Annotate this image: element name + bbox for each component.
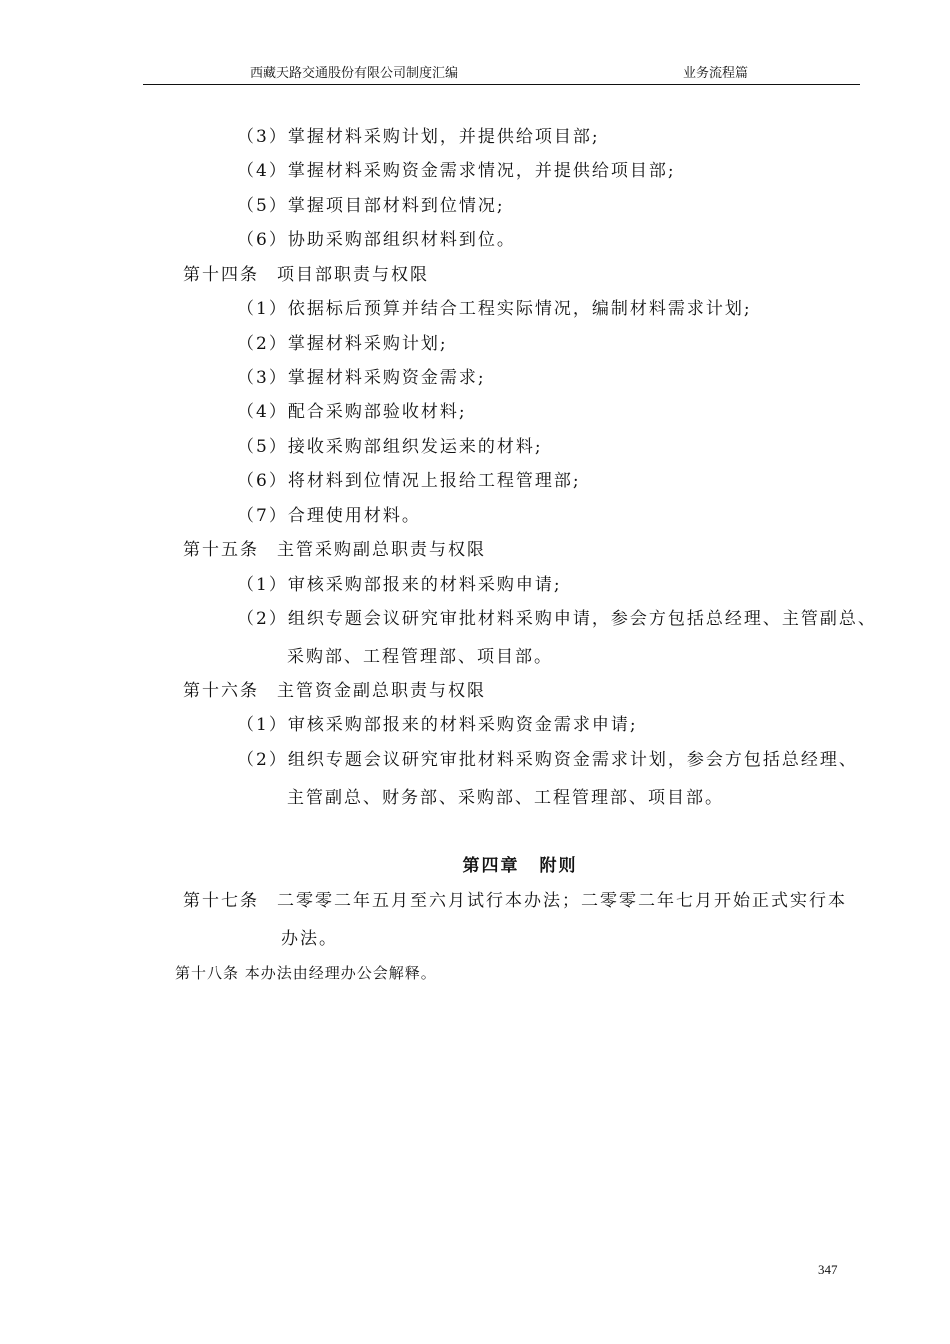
- list-item: （4）配合采购部验收材料;: [237, 402, 467, 422]
- list-item: （1）依据标后预算并结合工程实际情况，编制材料需求计划;: [237, 299, 752, 319]
- article-label: 第十四条: [183, 265, 259, 285]
- article-15-heading: [183, 539, 486, 561]
- article-17-continuation: 办法。: [281, 929, 338, 949]
- header-section-title: 业务流程篇: [683, 66, 749, 81]
- list-item-continuation: 主管副总、财务部、采购部、工程管理部、项目部。: [287, 788, 724, 808]
- article-label: 第十七条: [183, 891, 259, 911]
- page-header: [143, 64, 860, 85]
- article-17: [183, 890, 847, 912]
- list-item: （2）组织专题会议研究审批材料采购资金需求计划，参会方包括总经理、: [237, 750, 858, 770]
- header-company-title: 西藏天路交通股份有限公司制度汇编: [250, 66, 459, 81]
- list-item: （2）掌握材料采购计划;: [237, 334, 448, 354]
- article-title: 主管资金副总职责与权限: [277, 681, 486, 701]
- list-item: （2）组织专题会议研究审批材料采购申请，参会方包括总经理、主管副总、: [237, 609, 877, 629]
- chapter-title: 附则: [539, 856, 578, 876]
- list-item: （6）将材料到位情况上报给工程管理部;: [237, 471, 581, 491]
- list-item: （7）合理使用材料。: [237, 506, 421, 526]
- chapter-heading: [0, 855, 950, 877]
- list-item: （5）掌握项目部材料到位情况;: [237, 196, 505, 216]
- list-item: （4）掌握材料采购资金需求情况，并提供给项目部;: [237, 161, 676, 181]
- list-item: （1）审核采购部报来的材料采购资金需求申请;: [237, 715, 638, 735]
- list-item: （5）接收采购部组织发运来的材料;: [237, 437, 543, 457]
- article-title: 项目部职责与权限: [277, 265, 429, 285]
- article-14-heading: [183, 264, 429, 286]
- list-item: （6）协助采购部组织材料到位。: [237, 230, 516, 250]
- article-16-heading: [183, 680, 486, 702]
- list-item: （3）掌握材料采购计划，并提供给项目部;: [237, 127, 600, 147]
- article-18: 第十八条 本办法由经理办公会解释。: [175, 964, 437, 982]
- article-text: 二零零二年五月至六月试行本办法；二零零二年七月开始正式实行本: [277, 891, 847, 911]
- list-item-continuation: 采购部、工程管理部、项目部。: [287, 647, 553, 667]
- article-label: 第十六条: [183, 681, 259, 701]
- article-title: 主管采购副总职责与权限: [277, 540, 486, 560]
- chapter-number: 第四章: [462, 856, 520, 876]
- list-item: （1）审核采购部报来的材料采购申请;: [237, 575, 562, 595]
- article-label: 第十五条: [183, 540, 259, 560]
- page-number: 347: [818, 1262, 838, 1277]
- list-item: （3）掌握材料采购资金需求;: [237, 368, 486, 388]
